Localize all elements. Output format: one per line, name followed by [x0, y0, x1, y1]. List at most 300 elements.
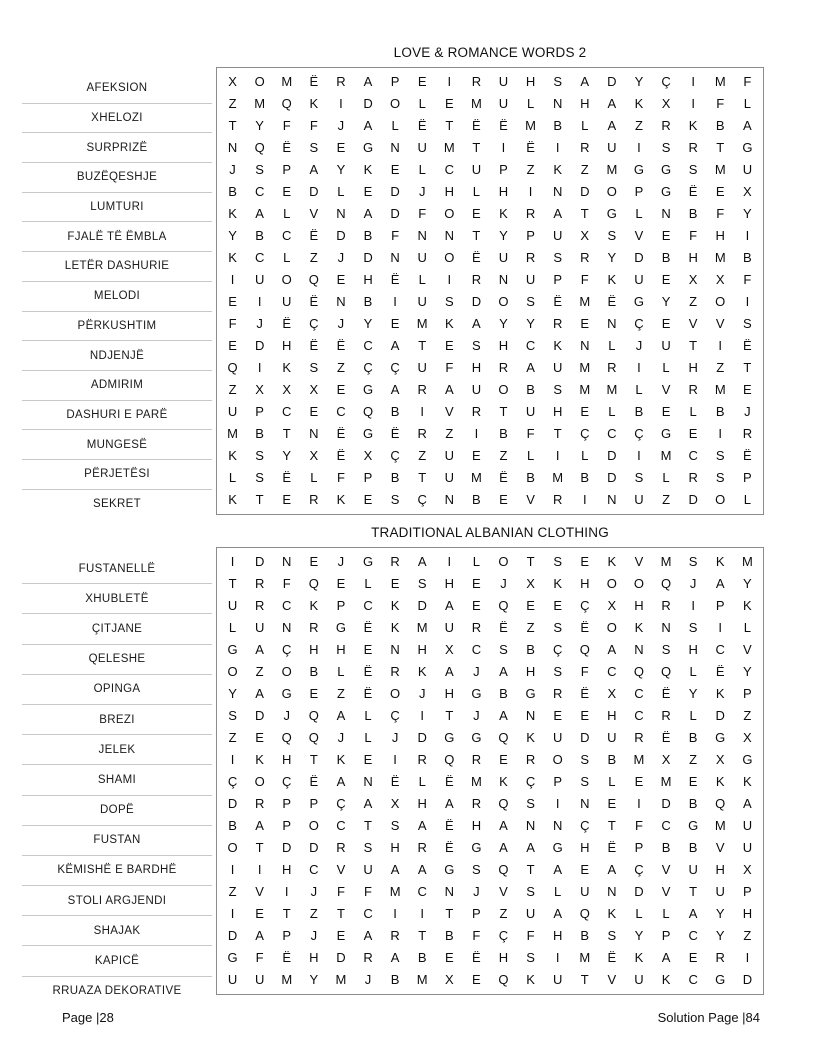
letter-cell: T [472, 228, 481, 243]
letter-cell: P [743, 470, 752, 485]
letter-cell: X [715, 752, 725, 767]
letter-cell: Z [228, 382, 237, 397]
letter-cell: Q [227, 360, 238, 375]
letter-cell: L [310, 470, 318, 485]
letter-cell: C [607, 426, 617, 441]
letter-cell: K [553, 162, 562, 177]
letter-cell: V [255, 884, 264, 899]
letter-cell: V [526, 492, 535, 507]
letter-cell: O [390, 96, 401, 111]
letter-cell: I [420, 906, 425, 921]
letter-cell: M [470, 470, 482, 485]
letter-cell: S [417, 576, 427, 591]
letter-cell: M [660, 448, 672, 463]
word-list-item [22, 430, 212, 460]
letter-cell: A [444, 382, 454, 397]
letter-cell: N [363, 774, 373, 789]
letter-cell: O [498, 294, 509, 309]
word-list-item [22, 459, 212, 489]
letter-cell: I [637, 360, 641, 375]
letter-cell: L [689, 404, 697, 419]
letter-cell: I [555, 950, 560, 965]
letter-cell: X [282, 382, 292, 397]
letter-cell: A [255, 818, 264, 833]
letter-cell: T [282, 426, 291, 441]
letter-cell: N [552, 96, 563, 111]
letter-cell: E [715, 184, 725, 199]
letter-grid-row [219, 115, 761, 137]
letter-cell: L [554, 884, 562, 899]
letter-cell: P [282, 818, 292, 833]
letter-cell: R [498, 360, 509, 375]
letter-cell: Ë [282, 140, 292, 155]
word-list-item [22, 916, 212, 946]
letter-cell: C [282, 228, 292, 243]
letter-cell: S [688, 620, 698, 635]
letter-cell: A [417, 818, 427, 833]
word-list-item [22, 886, 212, 916]
letter-cell: M [714, 818, 726, 833]
letter-cell: P [282, 928, 292, 943]
letter-cell: S [553, 664, 562, 679]
letter-cell: K [417, 664, 427, 679]
letter-cell: E [309, 404, 319, 419]
letter-cell: E [309, 554, 319, 569]
letter-cell: F [472, 928, 481, 943]
letter-cell: U [227, 972, 238, 987]
letter-cell: Y [743, 206, 752, 221]
letter-cell: S [472, 862, 481, 877]
letter-grid-row [219, 181, 761, 203]
letter-cell: M [579, 294, 591, 309]
letter-cell: X [607, 686, 617, 701]
letter-cell: K [255, 752, 264, 767]
letter-cell: N [661, 620, 671, 635]
letter-cell: Y [688, 686, 698, 701]
letter-cell: H [363, 272, 373, 287]
letter-cell: I [637, 448, 641, 463]
letter-cell: C [607, 664, 617, 679]
letter-cell: B [363, 294, 373, 309]
letter-cell: R [390, 554, 400, 569]
letter-cell: U [688, 862, 698, 877]
letter-cell: B [526, 382, 535, 397]
letter-cell: A [607, 862, 617, 877]
letter-cell: O [281, 664, 292, 679]
letter-cell: C [634, 686, 644, 701]
letter-cell: A [255, 642, 264, 657]
letter-cell: X [390, 796, 400, 811]
letter-cell: I [230, 906, 235, 921]
letter-cell: I [555, 448, 560, 463]
letter-cell: D [363, 250, 373, 265]
letter-cell: E [580, 708, 590, 723]
letter-cell: M [470, 96, 482, 111]
letter-cell: P [743, 686, 752, 701]
word-list-item [22, 163, 212, 193]
letter-cell: A [363, 74, 373, 89]
letter-cell: N [607, 492, 617, 507]
letter-cell: V [444, 404, 454, 419]
letter-cell: G [715, 972, 726, 987]
word-label: OPINGA [22, 674, 212, 704]
letter-cell: A [363, 118, 373, 133]
letter-cell: N [580, 796, 590, 811]
letter-cell: Q [362, 404, 374, 419]
letter-cell: H [390, 840, 400, 855]
letter-cell: Ë [607, 950, 617, 965]
letter-cell: X [688, 272, 698, 287]
letter-cell: H [525, 664, 536, 679]
letter-cell: T [255, 492, 264, 507]
letter-cell: E [472, 448, 481, 463]
letter-cell: E [472, 972, 481, 987]
letter-cell: Y [499, 228, 508, 243]
letter-cell: U [417, 294, 427, 309]
letter-cell: J [744, 404, 751, 419]
letter-cell: M [552, 470, 564, 485]
letter-cell: P [715, 598, 725, 613]
letter-cell: J [283, 708, 290, 723]
letter-grid-row [219, 639, 761, 661]
letter-cell: L [743, 96, 751, 111]
letter-cell: J [689, 576, 697, 591]
letter-cell: I [284, 884, 289, 899]
letter-cell: B [580, 470, 590, 485]
letter-cell: N [661, 206, 671, 221]
letter-cell: Ë [444, 840, 454, 855]
word-label: LETËR DASHURIE [22, 252, 212, 282]
letter-cell: Ë [309, 228, 319, 243]
letter-cell: Ç [336, 796, 346, 811]
letter-grid-1 [219, 71, 761, 511]
letter-cell: Q [660, 664, 672, 679]
letter-cell: U [227, 598, 238, 613]
letter-cell: S [553, 382, 562, 397]
letter-cell: I [555, 140, 560, 155]
letter-grid-row [219, 203, 761, 225]
letter-cell: Y [309, 972, 319, 987]
letter-cell: K [715, 774, 725, 789]
letter-cell: U [742, 162, 753, 177]
letter-grid-row [219, 683, 761, 705]
letter-cell: L [743, 620, 751, 635]
letter-cell: M [714, 250, 726, 265]
letter-cell: R [417, 752, 427, 767]
letter-cell: Y [634, 928, 644, 943]
letter-cell: R [471, 404, 482, 419]
letter-cell: Y [607, 250, 617, 265]
letter-cell: C [363, 338, 373, 353]
letter-cell: I [718, 426, 723, 441]
letter-cell: M [416, 316, 428, 331]
letter-cell: O [715, 294, 726, 309]
letter-cell: Q [660, 576, 672, 591]
word-list-item [22, 281, 212, 311]
letter-cell: T [336, 906, 345, 921]
letter-cell: S [526, 950, 535, 965]
letter-cell: D [634, 250, 644, 265]
letter-cell: Q [715, 796, 726, 811]
letter-cell: B [390, 404, 400, 419]
letter-cell: R [471, 272, 482, 287]
letter-cell: H [282, 862, 292, 877]
letter-cell: E [444, 950, 454, 965]
letter-cell: X [743, 184, 752, 199]
letter-cell: Ë [607, 840, 617, 855]
word-label: SHAMI [22, 765, 212, 795]
letter-cell: Ë [390, 272, 400, 287]
word-list-item [22, 489, 212, 518]
letter-cell: H [688, 250, 698, 265]
letter-cell: U [580, 884, 590, 899]
word-list-2 [22, 524, 212, 1006]
word-list-item [22, 103, 212, 133]
letter-cell: I [745, 294, 750, 309]
letter-cell: Z [499, 448, 508, 463]
letter-cell: B [309, 664, 319, 679]
letter-cell: U [742, 818, 753, 833]
letter-cell: B [661, 250, 671, 265]
letter-cell: P [336, 598, 346, 613]
letter-cell: E [363, 492, 373, 507]
letter-cell: G [742, 752, 753, 767]
letter-cell: Ç [634, 316, 644, 331]
letter-cell: O [254, 774, 265, 789]
word-label: RRUAZA DEKORATIVE [52, 985, 182, 998]
letter-cell: F [580, 272, 589, 287]
letter-cell: Ë [363, 664, 373, 679]
letter-cell: E [390, 162, 400, 177]
letter-cell: Y [363, 316, 373, 331]
letter-cell: T [689, 884, 698, 899]
letter-cell: B [444, 928, 454, 943]
letter-cell: D [607, 470, 617, 485]
letter-cell: J [418, 686, 426, 701]
letter-grid-row [219, 573, 761, 595]
letter-grid-row [219, 551, 761, 573]
letter-cell: K [336, 752, 346, 767]
letter-cell: I [718, 338, 723, 353]
letter-cell: I [691, 598, 695, 613]
letter-cell: Z [580, 162, 589, 177]
letter-cell: C [336, 818, 346, 833]
letter-cell: S [553, 620, 562, 635]
letter-cell: E [228, 338, 237, 353]
letter-cell: F [743, 272, 752, 287]
letter-cell: P [472, 906, 481, 921]
letter-cell: I [447, 554, 452, 569]
letter-cell: H [634, 598, 644, 613]
letter-grid-row [219, 661, 761, 683]
letter-cell: Ë [499, 620, 508, 635]
letter-cell: P [634, 184, 644, 199]
letter-cell: F [634, 818, 643, 833]
letter-cell: A [743, 796, 752, 811]
letter-cell: I [393, 906, 397, 921]
word-list-item [22, 252, 212, 282]
letter-cell: A [526, 840, 535, 855]
letter-cell: Q [254, 140, 265, 155]
letter-grid-row [219, 969, 761, 991]
letter-cell: N [444, 492, 454, 507]
letter-cell: B [526, 470, 535, 485]
letter-cell: E [390, 316, 400, 331]
letter-cell: R [471, 796, 482, 811]
letter-cell: C [525, 338, 536, 353]
letter-cell: S [526, 884, 535, 899]
letter-cell: A [553, 206, 562, 221]
letter-cell: M [389, 884, 401, 899]
letter-cell: P [743, 884, 752, 899]
letter-cell: G [362, 382, 374, 397]
letter-grid-row [219, 837, 761, 859]
letter-cell: Ë [336, 426, 346, 441]
letter-cell: K [390, 620, 400, 635]
letter-cell: M [579, 950, 591, 965]
letter-cell: Ë [553, 294, 562, 309]
letter-cell: H [471, 818, 482, 833]
letter-cell: B [661, 840, 671, 855]
letter-cell: L [391, 118, 399, 133]
letter-cell: A [607, 642, 617, 657]
letter-cell: I [420, 404, 425, 419]
letter-cell: X [526, 576, 535, 591]
letter-cell: A [661, 950, 671, 965]
letter-cell: R [525, 250, 536, 265]
letter-cell: F [391, 228, 400, 243]
letter-cell: T [418, 928, 427, 943]
letter-cell: B [255, 426, 264, 441]
word-label: ADMIRIM [22, 370, 212, 400]
letter-cell: A [607, 118, 617, 133]
letter-cell: D [309, 184, 319, 199]
letter-cell: E [417, 74, 427, 89]
letter-cell: Y [715, 928, 725, 943]
letter-grid-row [219, 71, 761, 93]
letter-cell: Ë [743, 338, 752, 353]
letter-cell: T [689, 338, 698, 353]
letter-cell: U [634, 972, 644, 987]
letter-cell: A [255, 206, 264, 221]
letter-cell: B [228, 818, 237, 833]
letter-cell: O [552, 752, 563, 767]
letter-grid-row [219, 595, 761, 617]
letter-cell: Y [228, 228, 237, 243]
letter-grid-row [219, 225, 761, 247]
letter-cell: N [607, 884, 617, 899]
word-label: BREZI [22, 704, 212, 734]
letter-cell: E [634, 774, 644, 789]
letter-cell: S [580, 752, 590, 767]
letter-cell: Ë [499, 118, 508, 133]
puzzle-grid-area-1 [216, 44, 764, 515]
letter-cell: R [742, 426, 753, 441]
letter-cell: F [336, 884, 345, 899]
letter-cell: Z [689, 752, 698, 767]
letter-cell: A [390, 382, 400, 397]
letter-cell: E [363, 642, 373, 657]
letter-cell: D [363, 96, 373, 111]
letter-cell: R [580, 250, 590, 265]
letter-cell: Ë [363, 620, 373, 635]
letter-cell: L [283, 250, 291, 265]
letter-cell: N [417, 228, 427, 243]
letter-cell: B [417, 950, 427, 965]
letter-cell: U [498, 250, 509, 265]
letter-cell: N [390, 250, 400, 265]
letter-cell: K [444, 316, 454, 331]
letter-cell: L [608, 338, 616, 353]
letter-cell: E [661, 228, 671, 243]
letter-cell: H [580, 840, 590, 855]
letter-cell: N [390, 642, 400, 657]
letter-cell: X [743, 862, 752, 877]
letter-cell: R [688, 470, 698, 485]
letter-cell: L [526, 96, 535, 111]
letter-cell: C [417, 884, 427, 899]
letter-cell: Q [308, 272, 319, 287]
letter-cell: U [552, 360, 563, 375]
letter-cell: D [254, 554, 265, 569]
letter-cell: L [418, 162, 426, 177]
letter-cell: H [498, 950, 509, 965]
letter-cell: J [473, 708, 480, 723]
letter-grid-2 [219, 551, 761, 991]
letter-grid-row [219, 489, 761, 511]
letter-cell: Ç [552, 642, 563, 657]
letter-cell: F [580, 664, 589, 679]
letter-cell: R [254, 598, 265, 613]
letter-cell: Z [228, 96, 237, 111]
letter-cell: A [607, 96, 617, 111]
letter-cell: D [580, 730, 590, 745]
letter-cell: I [447, 272, 452, 287]
letter-cell: Q [498, 730, 509, 745]
letter-cell: Ë [661, 730, 671, 745]
letter-cell: T [228, 118, 237, 133]
letter-cell: Q [579, 642, 590, 657]
letter-cell: M [606, 162, 618, 177]
letter-cell: Ç [417, 492, 427, 507]
letter-cell: I [691, 96, 695, 111]
word-list-item [22, 370, 212, 400]
letter-cell: R [634, 730, 644, 745]
letter-cell: Ç [390, 448, 400, 463]
letter-cell: Ë [336, 448, 346, 463]
letter-cell: G [281, 686, 292, 701]
letter-cell: E [743, 382, 752, 397]
letter-cell: E [444, 96, 454, 111]
letter-cell: F [716, 96, 725, 111]
letter-cell: G [471, 730, 482, 745]
letter-cell: D [309, 840, 319, 855]
letter-cell: G [444, 730, 455, 745]
letter-cell: V [634, 228, 644, 243]
letter-cell: A [309, 162, 319, 177]
letter-cell: K [688, 118, 698, 133]
letter-cell: S [390, 818, 400, 833]
letter-cell: E [661, 404, 671, 419]
letter-cell: P [282, 162, 292, 177]
letter-cell: L [635, 206, 643, 221]
letter-cell: E [580, 862, 590, 877]
letter-cell: L [635, 906, 643, 921]
letter-cell: H [552, 928, 563, 943]
letter-cell: D [227, 796, 238, 811]
letter-cell: D [254, 708, 265, 723]
letter-cell: X [661, 752, 671, 767]
